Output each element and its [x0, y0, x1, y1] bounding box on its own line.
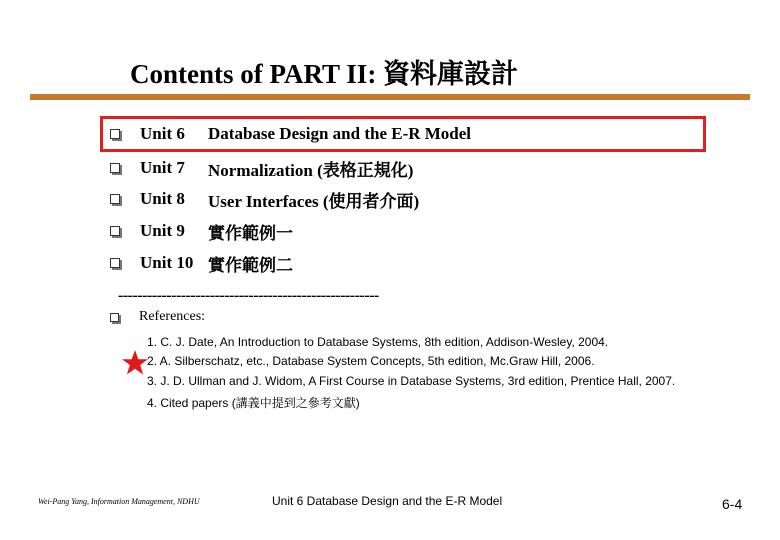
list-item-unit-10 [110, 251, 293, 275]
references-heading-row [110, 307, 205, 327]
list-item-unit-7 [110, 156, 413, 180]
bullet-icon [110, 129, 120, 139]
reference-item: 1. C. J. Date, An Introduction to Database Systems, 8th edition, Addison-Wesley, 2004. [147, 335, 609, 349]
reference-item: 2. A. Silberschatz, etc., Database System Concepts, 5th edition, Mc.Graw Hill, 2006. [147, 354, 595, 368]
list-item-unit-6 [110, 122, 471, 146]
unit-title: User Interfaces (使用者介面) [208, 191, 420, 211]
unit-title: 實作範例二 [208, 255, 293, 275]
unit-number: Unit 7 [140, 158, 185, 177]
title-divider [30, 94, 750, 100]
reference-item: 3. J. D. Ullman and J. Widom, A First Course in Database Systems, 3rd edition, Prentice Hall, 2007. [147, 374, 676, 388]
separator-line: ------------------------------------------------------ [118, 287, 379, 304]
unit-number: Unit 8 [140, 189, 185, 208]
unit-title: Normalization (表格正規化) [208, 160, 414, 180]
bullet-icon [110, 194, 120, 204]
page-title: Contents of PART II: 資料庫設計 [130, 59, 519, 89]
star-icon [121, 349, 149, 377]
unit-title: Database Design and the E-R Model [208, 124, 472, 143]
unit-number: Unit 9 [140, 221, 185, 240]
footer-author: Wei-Pang Yang, Information Management, NDHU [38, 497, 200, 506]
unit-title: 實作範例一 [208, 223, 293, 243]
list-item-unit-8 [110, 187, 419, 211]
bullet-icon [110, 313, 119, 322]
footer-unit-title: Unit 6 Database Design and the E-R Model [272, 494, 503, 508]
references-heading: References: [139, 309, 206, 324]
bullet-icon [110, 226, 120, 236]
bullet-icon [110, 163, 120, 173]
unit-number: Unit 6 [140, 124, 185, 143]
reference-item: 4. Cited papers (講義中提到之參考文獻) [147, 396, 360, 410]
list-item-unit-9 [110, 219, 293, 243]
bullet-icon [110, 258, 120, 268]
unit-number: Unit 10 [140, 253, 194, 272]
page-number: 6-4 [722, 496, 743, 512]
